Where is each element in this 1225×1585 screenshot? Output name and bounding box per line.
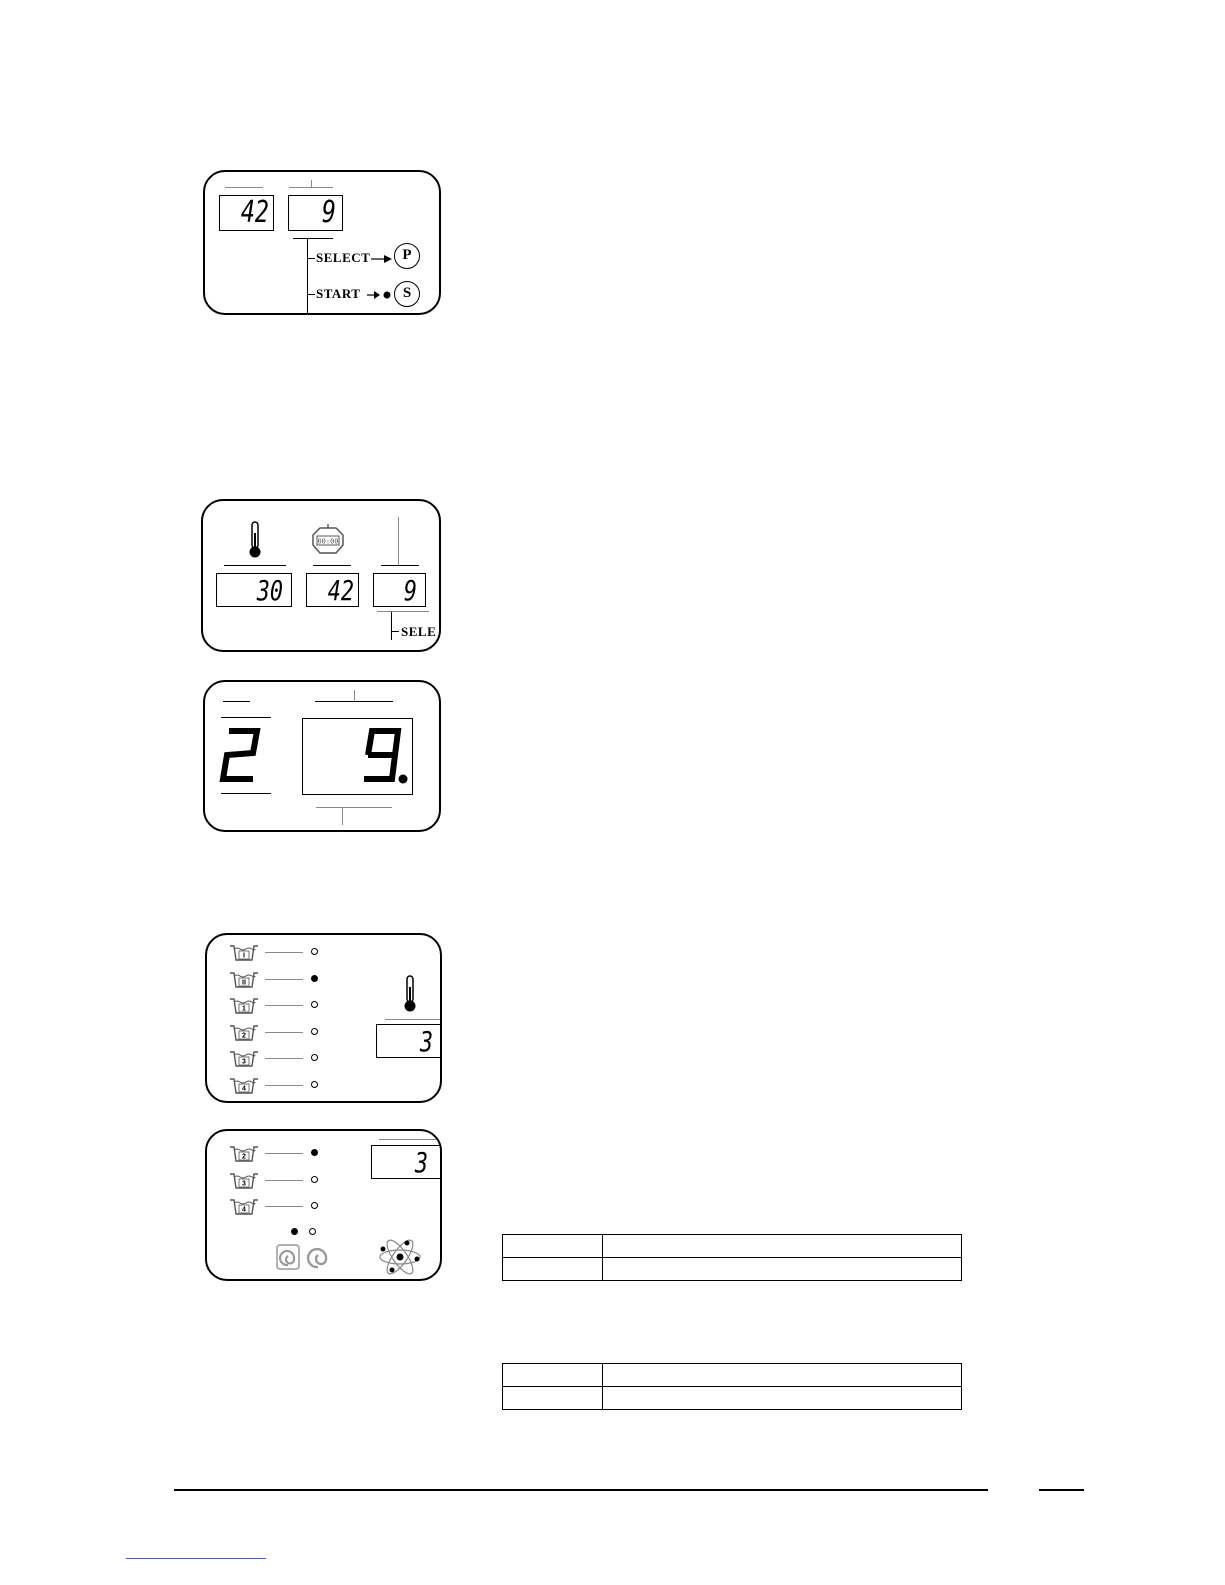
panel-rule [342,807,343,825]
time-display-value: 42 [240,195,269,230]
program-display-value: 9 [321,195,336,230]
thermometer-icon [403,975,417,1018]
temperature-display-value: 3 [414,1146,428,1179]
thermometer-icon [248,521,262,564]
wash-basin-icon [229,969,259,991]
table-row [503,1364,962,1387]
spin-icon [275,1243,301,1276]
leader-line [265,1085,303,1086]
svg-text:2: 2 [242,1032,246,1039]
program-display-large [302,718,413,795]
table-row [503,1235,962,1258]
arrow-right-icon [371,252,393,270]
leader-line [265,1180,303,1181]
temperature-display [216,573,292,607]
large-digit-left [219,725,263,790]
panel-rule [225,187,263,188]
table-cell [503,1364,603,1387]
connector-line [391,612,392,640]
wash-basin-icon [229,942,259,964]
display-panel-3 [203,680,441,832]
temperature-display-partial [376,1024,442,1058]
program-button-p[interactable]: P [394,243,420,269]
panel-rule [379,1139,439,1140]
table-row [503,1258,962,1281]
indicator-led [311,1202,318,1209]
svg-text:2: 2 [242,1153,246,1161]
program-display [373,573,426,607]
table-cell [603,1387,962,1410]
svg-text:3: 3 [242,1058,246,1066]
spec-table-1 [502,1234,962,1281]
select-label-partial: SELE [401,624,437,639]
panel-rule [221,717,271,718]
display-panel-1 [203,170,441,315]
wash-basin-icon [229,1048,259,1070]
leader-line [265,1153,303,1154]
svg-text:II: II [242,979,246,986]
leader-line [265,1005,303,1006]
spin-icon [305,1243,331,1276]
panel-rule [223,701,250,702]
indicator-led [311,1054,318,1061]
connector-line [307,238,308,315]
leader-line [265,1032,303,1033]
temperature-display-partial [371,1145,442,1179]
time-display [219,195,274,231]
start-label: START [316,286,361,301]
wash-basin-icon [229,1196,259,1218]
panel-rule [221,793,271,794]
panel-rule [224,565,286,566]
leader-line [265,952,303,953]
leader-line [265,1058,303,1059]
panel-rule [315,701,393,702]
svg-text:1: 1 [242,1005,246,1013]
program-display-value: 9 [403,574,417,607]
wash-basin-icon [229,1075,259,1097]
temperature-display-value: 30 [256,574,283,607]
indicator-led [311,1001,318,1008]
arrow-right-icon [367,288,391,306]
indicator-led [311,1176,318,1183]
indicator-led [311,1149,318,1156]
panel-rule [311,180,312,188]
table-cell [603,1364,962,1387]
table-cell [603,1258,962,1281]
panel-rule [316,807,392,808]
page-number-rule [1039,1489,1084,1491]
program-display [288,195,343,231]
svg-text:4: 4 [242,1206,246,1214]
indicator-led [311,1028,318,1035]
indicator-led [311,1081,318,1088]
connector-line [391,631,399,632]
start-button-s[interactable]: S [394,281,420,307]
wash-basin-icon [229,995,259,1017]
large-digit-nine [358,725,410,794]
time-display-value: 42 [327,574,354,607]
svg-text:3: 3 [242,1180,246,1187]
panel-rule [377,611,429,612]
table-cell [603,1235,962,1258]
table-cell [503,1235,603,1258]
indicator-led [311,975,318,982]
table-cell [503,1258,603,1281]
display-panel-5 [205,1129,442,1281]
display-panel-4 [205,933,442,1103]
link-underline [126,1558,266,1559]
panel-rule [354,690,355,701]
time-display [306,573,359,607]
indicator-led [309,1228,316,1235]
display-panel-2 [201,499,441,652]
panel-rule [313,565,351,566]
indicator-led [291,1228,298,1235]
clock-icon [311,523,345,562]
indicator-led [311,948,318,955]
leader-line [265,979,303,980]
svg-text:00:00: 00:00 [317,537,339,546]
svg-text:4: 4 [242,1085,246,1092]
eco-atom-icon [377,1239,423,1280]
panel-rule [293,238,333,239]
wash-basin-icon [229,1022,259,1044]
connector-line [307,294,315,295]
wash-basin-icon [229,1170,259,1192]
table-cell [503,1387,603,1410]
panel-rule [381,565,419,566]
panel-rule [398,517,399,565]
connector-line [307,258,315,259]
temperature-display-value: 3 [419,1025,433,1058]
select-label: SELECT [316,250,371,265]
leader-line [265,1206,303,1207]
table-row [503,1387,962,1410]
wash-basin-icon [229,1143,259,1165]
svg-text:I: I [243,952,245,960]
panel-rule [385,1019,442,1020]
footer-rule [174,1489,988,1491]
spec-table-2 [502,1363,962,1410]
